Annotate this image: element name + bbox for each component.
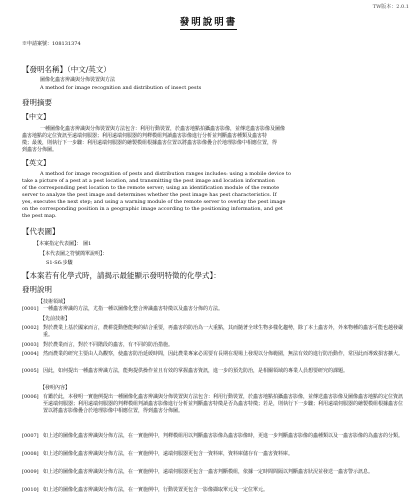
paragraph-number: [0002]: [22, 325, 39, 331]
paragraph: [22, 433, 403, 448]
abstract-en-line: A method for image recognition of pests and distribution ranges includes: using a mobile device to: [40, 171, 291, 177]
abstract-en-line: take a picture of a pest at a pest location, and transmitting the pest image and location information: [22, 178, 275, 184]
paragraph-text: 如上述的圖像化蟲害辨識與分佈方法，在一實施例中，遠端伺服器更包含一蟲害判斷模組，依據一定時間間隔以判斷蟲害狀況並發送一蟲害警示訊息。: [43, 469, 374, 475]
paragraph-number: [0001]: [22, 306, 39, 312]
abstract-zh-label: 【中文】: [22, 113, 50, 121]
paragraph-text: 一種蟲害辨識的方法，尤指一種以圖像化整合辨識蟲害特徵以及蟲害分佈的方法。: [43, 306, 224, 312]
document-title: 發明說明書: [179, 17, 238, 28]
paragraph-text: 對於農業而言，對於不同階段的蟲害，有不同的防治措施。: [43, 342, 174, 348]
prior-art-heading: 【先前技術】: [40, 316, 71, 322]
paragraph-number: [0007]: [22, 433, 39, 439]
paragraph: [22, 325, 403, 340]
invention-name-zh: 圖像化蟲害辨識與分佈裝置與方法: [40, 77, 116, 83]
paragraph-number: [0008]: [22, 451, 39, 457]
abstract-zh-line: 徵；最後，則執行下一步驟：利用遠端伺服器的繪製模組根據蟲害位置以將蟲害影像疊合於地理影像中相應位置，得: [22, 140, 278, 146]
abstract-title: 發明摘要: [22, 98, 52, 107]
representative-figure-heading: 【代表圖】: [22, 227, 60, 236]
abstract-zh-line: 一種圖像化蟲害辨識與分佈裝置與方法包含：利用行動裝置，於蟲害地點拍攝蟲害影像，並傳送蟲害影像及圖像: [40, 126, 286, 132]
paragraph-text: 因此，如何提出一種蟲害辨識方法，能夠提供操作並且有效的掌握蟲害資訊，進一步的預先防治，是相關領域的專業人員想要研究的課題。: [43, 368, 349, 374]
description-title: 發明說明: [22, 285, 52, 294]
abstract-en-line: of the corresponding pest location to the remote server; using an identification module of the remote: [22, 185, 280, 191]
paragraph: [22, 368, 403, 383]
designated-figure-line: 【本案指定代表圖】： 圖1: [34, 241, 92, 247]
paragraph: [22, 306, 403, 314]
paragraph: [22, 351, 403, 366]
abstract-en-line: server to analyze the pest image and determines whether the pest image has pest characteristics. If: [22, 192, 277, 198]
paragraph-text: 然而農業的研究主要由人為觀察，使蟲害防治延緩時間，因此農業專家必需要有長期在現場上發現以分佈範圍，無法有效的進行防治動作，常因此而導致損害擴大。: [43, 351, 404, 357]
paragraph: [22, 394, 403, 430]
abstract-en-line: the pest map.: [22, 213, 57, 219]
paragraph: [22, 451, 403, 466]
invention-name-heading: 【發明名稱】（中文/英文）: [22, 65, 111, 74]
section-heading: [22, 316, 403, 324]
paragraph: [22, 469, 403, 484]
abstract-en-label: 【英文】: [22, 159, 50, 167]
summary-heading: 【發明內容】: [40, 385, 71, 391]
paragraph-number: [0009]: [22, 469, 39, 475]
paragraph-number: [0010]: [22, 487, 39, 493]
paragraph-text: 如上述的圖像化蟲害辨識與分佈方法，在一實施例中，遠端伺服器更包含一資料庫，資料庫儲存有一蟲害資料庫。: [43, 451, 294, 457]
abstract-en-line: on the corresponding position in a geographic image according to the positioning information, and get: [22, 206, 283, 212]
paragraph-number: [0004]: [22, 351, 39, 357]
paragraph: [22, 342, 403, 350]
paragraph: [22, 487, 403, 495]
symbol-description-value: S1-S6:步驟: [46, 260, 73, 266]
application-number: ※申請案號：108131374: [22, 41, 81, 47]
abstract-zh-line: 蟲害地點的定位資訊至遠端伺服器；利用遠端伺服器的判釋模組判讀蟲害影像進行分析並判斷蟲害種類及蟲害特: [22, 133, 268, 139]
paragraph-number: [0005]: [22, 368, 39, 374]
chemical-formula-heading: 【本案若有化學式時，請揭示最能顯示發明特徵的化學式】：: [22, 271, 221, 280]
symbol-description-line: 【本代表圖之符號簡單說明】：: [40, 251, 108, 257]
invention-name-en: A method for image recognition and distribution of insect pests: [40, 85, 202, 91]
version-label: TW版本：2.0.1: [372, 4, 409, 10]
paragraph-number: [0006]: [22, 394, 39, 400]
technical-field-heading: 【技術領域】: [38, 299, 69, 305]
paragraph-number: [0003]: [22, 342, 39, 348]
abstract-en-line: yes, executes the next step; and using a warning module of the remote server to overlay the pest image: [22, 199, 286, 205]
paragraph-text: 有鑑於此，本發明一實施例提出一種圖像化蟲害辨識與分佈裝置與方法包含：利用行動裝置，於蟲害地點拍攝蟲害影像，並傳送蟲害影像及圖像蟲害地點的定位資訊至遠端伺服器；利用遠端伺服器的判釋模組判讀蟲害影像進行分析並判斷蟲害特徵是否為蟲害特徵；若是，則執行下一步驟；利用遠端伺服器的繪製模組根據蟲害位置以將蟲害影像疊合於地理影像中相應位置，得到蟲害分佈圖。: [43, 394, 404, 414]
section-heading: [22, 385, 403, 393]
abstract-zh-line: 到蟲害分佈圖。: [22, 147, 58, 153]
paragraph-text: 如上述的圖像化蟲害辨識與分佈方法，在一實施例中，判釋模組用以判斷蟲害影像為蟲害影像時，更進一步判斷蟲害影像的蟲種類以及一蟲害影像的為蟲害的分類。: [43, 433, 404, 439]
paragraph-text: 如上述的圖像化蟲害辨識與分佈方法，在一實施例中，行動裝置更包含一影像擷取單元及一定位單元。: [43, 487, 269, 493]
paragraph-text: 對於農業上基於國家而言，農耕從動態能夠的結合重要，再蟲害的防治為一大重點，其而隨著全球生物多樣化趨勢，除了本土蟲害外，外來物種的蟲害可能也越發嚴重。: [43, 325, 404, 338]
